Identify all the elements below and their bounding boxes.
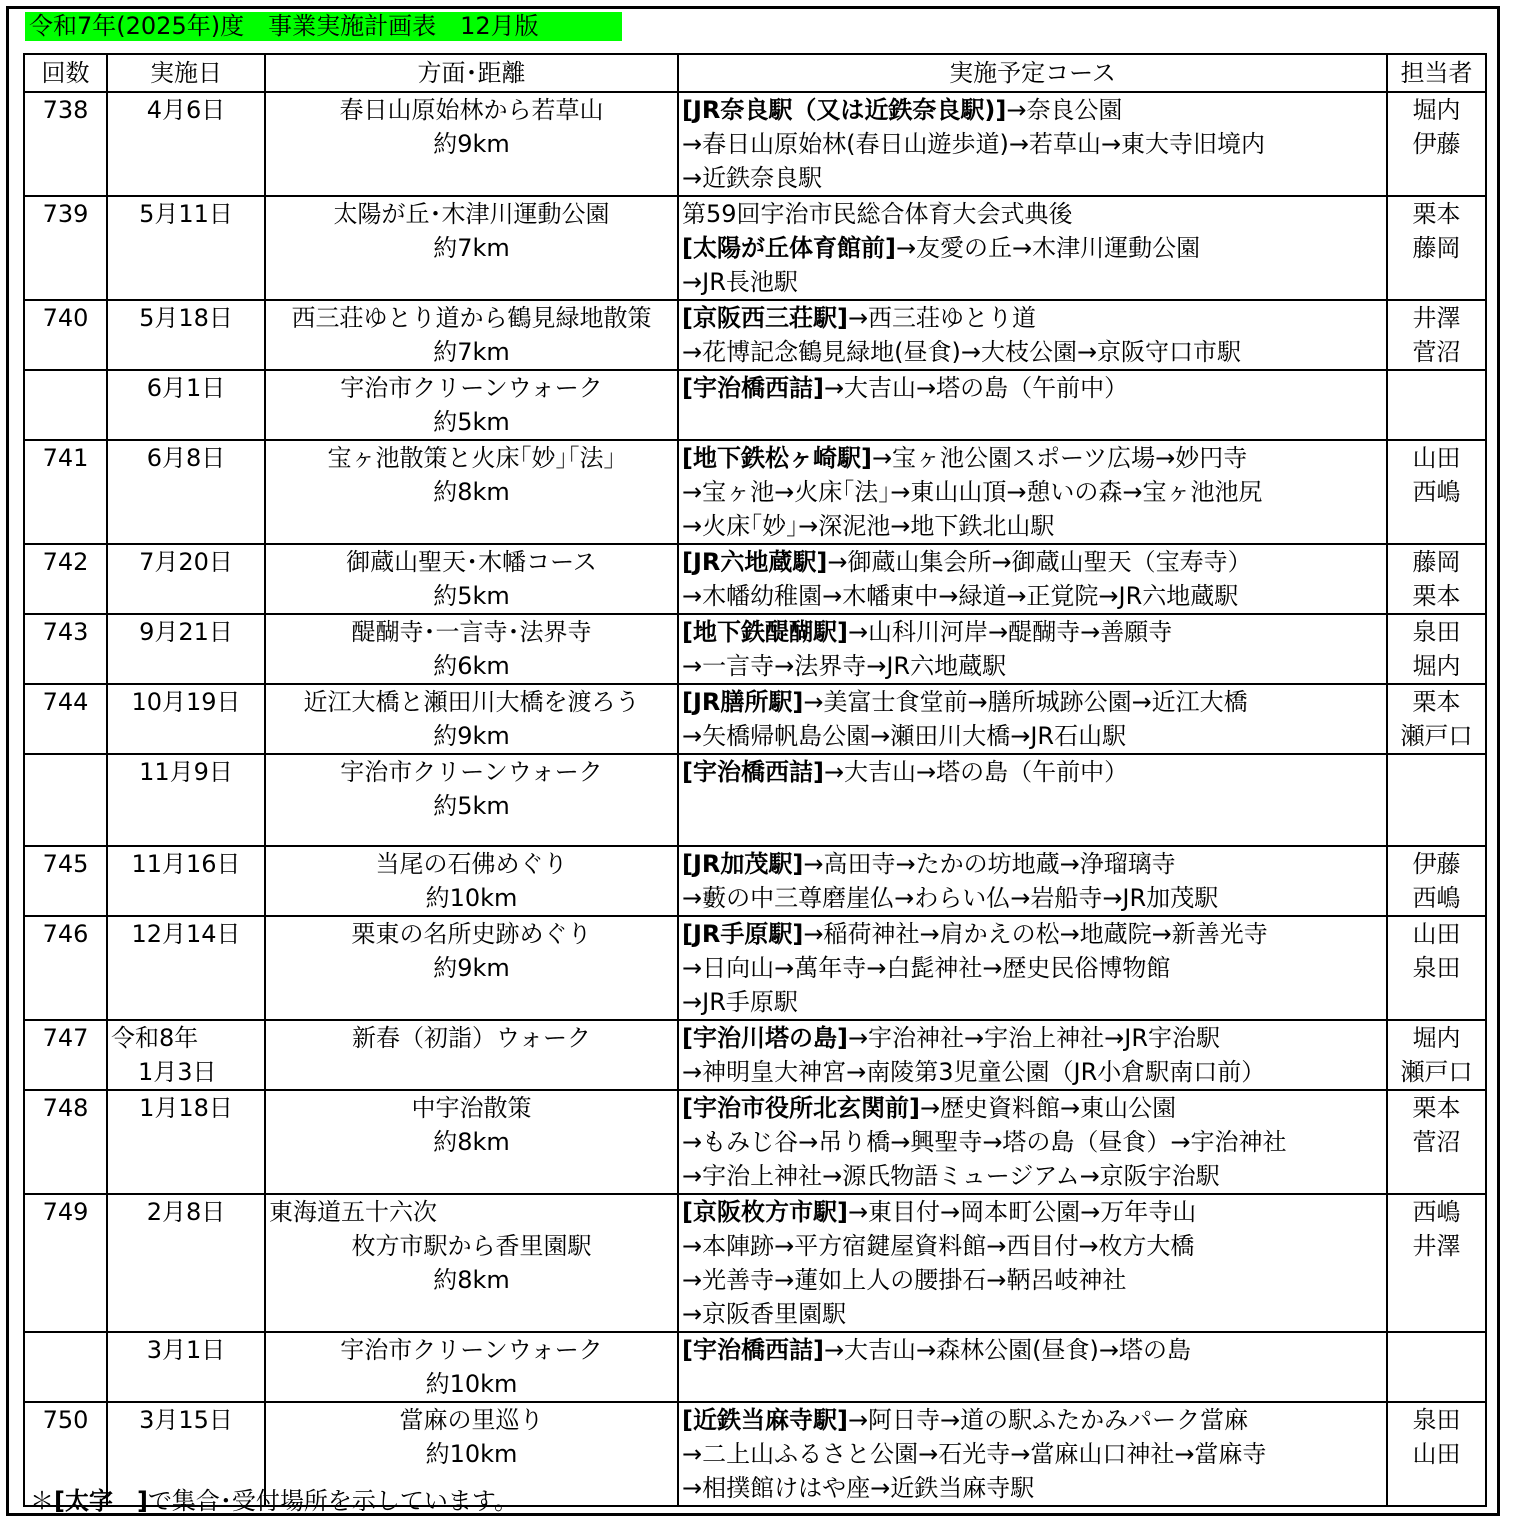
row-destination — [265, 1020, 678, 1090]
row-number — [24, 370, 107, 440]
course-segment: →JR手原駅 — [682, 988, 798, 1016]
meeting-place: [近鉄当麻寺駅] — [682, 1406, 848, 1434]
row-number — [24, 440, 107, 544]
course-line — [682, 881, 1386, 915]
course-segment: →神明皇大神宮→南陵第3児童公園（JR小倉駅南口前） — [682, 1058, 1266, 1086]
course-segment: →高田寺→たかの坊地蔵→浄瑠璃寺 — [803, 850, 1176, 878]
row-destination — [265, 92, 678, 196]
course-line — [682, 335, 1386, 369]
cell-line: 栗本 — [1412, 582, 1461, 610]
meeting-place: [地下鉄松ヶ崎駅] — [682, 444, 872, 472]
meeting-place: [宇治橋西詰] — [682, 1336, 824, 1364]
cell-line: 宇治市クリーンウォーク — [340, 1336, 603, 1364]
row-course — [678, 684, 1387, 754]
cell-line: 瀬戸口 — [1400, 1058, 1473, 1086]
row-course — [678, 196, 1387, 300]
row-course — [678, 1090, 1387, 1194]
row-course — [678, 1020, 1387, 1090]
cell-line: 約7km — [433, 338, 510, 366]
cell-line: 744 — [42, 688, 89, 716]
cell-line: 約7km — [433, 234, 510, 262]
cell-line: 1月18日 — [139, 1094, 233, 1122]
course-segment: →近鉄奈良駅 — [682, 164, 823, 192]
row-course — [678, 1332, 1387, 1402]
row-date — [107, 614, 265, 684]
course-segment: →光善寺→蓮如上人の腰掛石→鞆呂岐神社 — [682, 1266, 1127, 1294]
course-segment: →美富士食堂前→膳所城跡公園→近江大橋 — [803, 688, 1248, 716]
cell-line: 泉田 — [1412, 618, 1461, 646]
course-segment: →宇治上神社→源氏物語ミュージアム→京阪宇治駅 — [682, 1162, 1220, 1190]
cell-line: 東海道五十六次 — [269, 1198, 437, 1226]
row-course — [678, 300, 1387, 370]
row-staff — [1387, 1090, 1486, 1194]
table-row — [24, 1194, 1486, 1332]
cell-line: 738 — [42, 96, 89, 124]
cell-line: 5月18日 — [139, 304, 233, 332]
course-segment: →友愛の丘→木津川運動公園 — [895, 234, 1201, 262]
row-number — [24, 1090, 107, 1194]
course-line — [682, 441, 1386, 475]
cell-line: 宝ヶ池散策と火床｢妙｣｢法｣ — [327, 444, 616, 472]
cell-line: 井澤 — [1412, 304, 1461, 332]
row-staff — [1387, 1332, 1486, 1402]
row-staff — [1387, 614, 1486, 684]
cell-line: 745 — [42, 850, 89, 878]
row-staff — [1387, 544, 1486, 614]
table-row — [24, 92, 1486, 196]
header-course: 実施予定コース — [678, 54, 1387, 92]
course-line — [682, 1333, 1386, 1367]
cell-line: 約10km — [425, 884, 518, 912]
cell-line: 約5km — [433, 408, 510, 436]
course-segment: →西三荘ゆとり道 — [847, 304, 1037, 332]
course-segment: →宝ヶ池→火床｢法｣→東山山頂→憩いの森→宝ヶ池池尻 — [682, 478, 1263, 506]
cell-line: 當麻の里巡り — [399, 1406, 544, 1434]
row-staff — [1387, 846, 1486, 916]
cell-line: 堀内 — [1412, 1024, 1461, 1052]
cell-line: 11月9日 — [139, 758, 233, 786]
cell-line: 5月11日 — [139, 200, 233, 228]
cell-line: 約9km — [433, 130, 510, 158]
meeting-place: [宇治川塔の島] — [682, 1024, 848, 1052]
row-date — [107, 684, 265, 754]
course-line — [682, 951, 1386, 985]
row-staff — [1387, 754, 1486, 846]
footnote — [30, 1486, 518, 1516]
table-row — [24, 544, 1486, 614]
row-destination — [265, 1194, 678, 1332]
row-course — [678, 916, 1387, 1020]
course-segment: →阿日寺→道の駅ふたかみパーク當麻 — [847, 1406, 1249, 1434]
row-number — [24, 916, 107, 1020]
header-dest: 方面･距離 — [265, 54, 678, 92]
course-segment: →矢橋帰帆島公園→瀬田川大橋→JR石山駅 — [682, 722, 1127, 750]
cell-line: 栗本 — [1412, 200, 1461, 228]
row-date — [107, 370, 265, 440]
row-staff — [1387, 440, 1486, 544]
row-staff — [1387, 684, 1486, 754]
course-line — [682, 1437, 1386, 1471]
footnote-prefix: ＊ — [30, 1487, 54, 1515]
table-row — [24, 754, 1486, 846]
cell-line: 山田 — [1412, 1440, 1461, 1468]
schedule-table — [23, 53, 1487, 1507]
header-no: 回数 — [24, 54, 107, 92]
cell-line: 740 — [42, 304, 89, 332]
row-course — [678, 1194, 1387, 1332]
row-date — [107, 300, 265, 370]
course-segment: →相撲館けはや座→近鉄当麻寺駅 — [682, 1474, 1035, 1502]
table-row — [24, 300, 1486, 370]
course-line — [682, 371, 1386, 405]
cell-line: 約6km — [433, 652, 510, 680]
course-line — [682, 1125, 1386, 1159]
cell-line: 西嶋 — [1412, 1198, 1461, 1226]
table-row — [24, 684, 1486, 754]
row-number — [24, 846, 107, 916]
cell-line: 11月16日 — [131, 850, 241, 878]
row-destination — [265, 684, 678, 754]
cell-line: 泉田 — [1412, 954, 1461, 982]
course-segment: →藪の中三尊磨崖仏→わらい仏→岩船寺→JR加茂駅 — [682, 884, 1219, 912]
cell-line: 約9km — [433, 722, 510, 750]
course-line — [682, 917, 1386, 951]
row-number — [24, 1194, 107, 1332]
row-destination — [265, 370, 678, 440]
meeting-place: [太陽が丘体育館前] — [682, 234, 896, 262]
table-row — [24, 370, 1486, 440]
cell-line: 栗東の名所史跡めぐり — [351, 920, 592, 948]
meeting-place: [JR六地蔵駅] — [682, 548, 828, 576]
row-destination — [265, 544, 678, 614]
course-segment: →稲荷神社→肩かえの松→地蔵院→新善光寺 — [803, 920, 1268, 948]
cell-line: 瀬戸口 — [1400, 722, 1473, 750]
row-destination — [265, 614, 678, 684]
course-segment: →京阪香里園駅 — [682, 1300, 847, 1328]
course-segment: →宝ヶ池公園スポーツ広場→妙円寺 — [871, 444, 1248, 472]
course-segment: →JR長池駅 — [682, 268, 798, 296]
header-row — [24, 54, 1486, 92]
row-destination — [265, 846, 678, 916]
course-segment: →御蔵山集会所→御蔵山聖天（宝寿寺） — [827, 548, 1252, 576]
meeting-place: [JR奈良駅（又は近鉄奈良駅)] — [682, 96, 1007, 124]
course-segment: →もみじ谷→吊り橋→興聖寺→塔の島（昼食）→宇治神社 — [682, 1128, 1287, 1156]
course-segment: →火床｢妙｣→深泥池→地下鉄北山駅 — [682, 512, 1055, 540]
table-row — [24, 1020, 1486, 1090]
meeting-place: [JR手原駅] — [682, 920, 804, 948]
row-date — [107, 1020, 265, 1090]
footnote-text: で集合･受付場所を示しています。 — [147, 1487, 519, 1515]
course-line — [682, 719, 1386, 753]
row-destination — [265, 916, 678, 1020]
cell-line: 西三荘ゆとり道から鶴見緑地散策 — [291, 304, 652, 332]
meeting-place: [京阪枚方市駅] — [682, 1198, 848, 1226]
cell-line: 7月20日 — [139, 548, 233, 576]
cell-line: 6月1日 — [146, 374, 226, 402]
course-segment: →宇治神社→宇治上神社→JR宇治駅 — [847, 1024, 1221, 1052]
course-line — [682, 265, 1386, 299]
row-course — [678, 1402, 1387, 1506]
course-line — [682, 1403, 1386, 1437]
footnote-bold: [太字 ] — [54, 1487, 148, 1515]
cell-line: 1月3日 — [138, 1058, 217, 1086]
course-line — [682, 509, 1386, 543]
cell-line: 742 — [42, 548, 89, 576]
cell-line: 4月6日 — [146, 96, 226, 124]
course-line — [682, 1055, 1386, 1089]
row-staff — [1387, 92, 1486, 196]
row-staff — [1387, 916, 1486, 1020]
row-number — [24, 196, 107, 300]
course-line — [682, 231, 1386, 265]
row-date — [107, 754, 265, 846]
table-row — [24, 1332, 1486, 1402]
cell-line: 井澤 — [1412, 1232, 1461, 1260]
cell-line: 10月19日 — [131, 688, 241, 716]
row-number — [24, 1332, 107, 1402]
cell-line: 750 — [42, 1406, 89, 1434]
cell-line: 9月21日 — [139, 618, 233, 646]
cell-line: 藤岡 — [1412, 548, 1461, 576]
table-row — [24, 196, 1486, 300]
row-destination — [265, 300, 678, 370]
course-segment: →木幡幼稚園→木幡東中→緑道→正覚院→JR六地蔵駅 — [682, 582, 1239, 610]
cell-line: 御蔵山聖天･木幡コース — [346, 548, 597, 576]
table-row — [24, 614, 1486, 684]
cell-line: 743 — [42, 618, 89, 646]
table-row — [24, 916, 1486, 1020]
course-segment: 第59回宇治市民総合体育大会式典後 — [682, 200, 1073, 228]
row-course — [678, 754, 1387, 846]
cell-line: 泉田 — [1412, 1406, 1461, 1434]
course-line — [682, 847, 1386, 881]
row-date — [107, 440, 265, 544]
row-destination — [265, 440, 678, 544]
row-number — [24, 684, 107, 754]
row-date — [107, 196, 265, 300]
cell-line: 藤岡 — [1412, 234, 1461, 262]
cell-line: 堀内 — [1412, 652, 1461, 680]
table-row — [24, 1090, 1486, 1194]
cell-line: 菅沼 — [1412, 1128, 1461, 1156]
cell-line: 山田 — [1412, 920, 1461, 948]
course-segment: →大吉山→塔の島（午前中） — [823, 758, 1129, 786]
course-line — [682, 301, 1386, 335]
course-line — [682, 685, 1386, 719]
row-date — [107, 846, 265, 916]
course-line — [682, 1471, 1386, 1505]
course-line — [682, 755, 1386, 789]
meeting-place: [JR加茂駅] — [682, 850, 804, 878]
course-segment: →大吉山→塔の島（午前中） — [823, 374, 1129, 402]
cell-line: 令和8年 — [111, 1024, 199, 1052]
cell-line: 堀内 — [1412, 96, 1461, 124]
course-line — [682, 197, 1386, 231]
course-line — [682, 161, 1386, 195]
course-line — [682, 1159, 1386, 1193]
row-destination — [265, 754, 678, 846]
cell-line: 菅沼 — [1412, 338, 1461, 366]
course-segment: →奈良公園 — [1006, 96, 1123, 124]
cell-line: 太陽が丘･木津川運動公園 — [333, 200, 610, 228]
header-staff: 担当者 — [1387, 54, 1486, 92]
cell-line: 746 — [42, 920, 89, 948]
cell-line: 12月14日 — [131, 920, 241, 948]
schedule-body — [24, 92, 1486, 1506]
cell-line: 栗本 — [1412, 1094, 1461, 1122]
cell-line: 748 — [42, 1094, 89, 1122]
cell-line: 約8km — [433, 1128, 510, 1156]
cell-line: 近江大橋と瀬田川大橋を渡ろう — [303, 688, 640, 716]
cell-line: 西嶋 — [1412, 478, 1461, 506]
course-line — [682, 127, 1386, 161]
cell-line: 宇治市クリーンウォーク — [340, 374, 603, 402]
course-line — [682, 1297, 1386, 1331]
row-destination — [265, 196, 678, 300]
course-line — [682, 93, 1386, 127]
meeting-place: [京阪西三荘駅] — [682, 304, 848, 332]
row-date — [107, 916, 265, 1020]
course-line — [682, 1021, 1386, 1055]
row-date — [107, 544, 265, 614]
course-line — [682, 579, 1386, 613]
row-course — [678, 92, 1387, 196]
row-number — [24, 92, 107, 196]
cell-line: 約8km — [433, 1266, 510, 1294]
course-line — [682, 1091, 1386, 1125]
cell-line: 伊藤 — [1412, 850, 1461, 878]
cell-line: 3月15日 — [139, 1406, 233, 1434]
cell-line: 枚方市駅から香里園駅 — [351, 1232, 592, 1260]
course-line — [682, 985, 1386, 1019]
row-staff — [1387, 300, 1486, 370]
cell-line: 749 — [42, 1198, 89, 1226]
meeting-place: [JR膳所駅] — [682, 688, 804, 716]
meeting-place: [宇治橋西詰] — [682, 374, 824, 402]
cell-line: 約5km — [433, 582, 510, 610]
row-staff — [1387, 1402, 1486, 1506]
meeting-place: [宇治橋西詰] — [682, 758, 824, 786]
cell-line: 山田 — [1412, 444, 1461, 472]
course-segment: →日向山→萬年寺→白髭神社→歴史民俗博物館 — [682, 954, 1171, 982]
row-destination — [265, 1332, 678, 1402]
course-segment: →大吉山→森林公園(昼食)→塔の島 — [823, 1336, 1191, 1364]
meeting-place: [宇治市役所北玄関前] — [682, 1094, 920, 1122]
course-line — [682, 1263, 1386, 1297]
cell-line: 中宇治散策 — [411, 1094, 532, 1122]
row-number — [24, 544, 107, 614]
row-staff — [1387, 370, 1486, 440]
cell-line: 747 — [42, 1024, 89, 1052]
cell-line: 約8km — [433, 478, 510, 506]
cell-line: 約9km — [433, 954, 510, 982]
row-course — [678, 614, 1387, 684]
course-segment: →二上山ふるさと公園→石光寺→當麻山口神社→當麻寺 — [682, 1440, 1267, 1468]
course-line — [682, 475, 1386, 509]
cell-line: 栗本 — [1412, 688, 1461, 716]
course-line — [682, 615, 1386, 649]
row-staff — [1387, 1020, 1486, 1090]
row-number — [24, 614, 107, 684]
row-destination — [265, 1090, 678, 1194]
course-segment: →東目付→岡本町公園→万年寺山 — [847, 1198, 1197, 1226]
course-segment: →花博記念鶴見緑地(昼食)→大枝公園→京阪守口市駅 — [682, 338, 1242, 366]
table-row — [24, 440, 1486, 544]
row-staff — [1387, 196, 1486, 300]
cell-line: 6月8日 — [146, 444, 226, 472]
table-row — [24, 846, 1486, 916]
cell-line: 当尾の石佛めぐり — [375, 850, 568, 878]
row-date — [107, 1332, 265, 1402]
cell-line: 741 — [42, 444, 89, 472]
cell-line: 739 — [42, 200, 89, 228]
row-course — [678, 440, 1387, 544]
course-line — [682, 545, 1386, 579]
page-title: 令和7年(2025年)度 事業実施計画表 12月版 — [25, 12, 622, 41]
course-line — [682, 1229, 1386, 1263]
row-number — [24, 754, 107, 846]
cell-line: 新春（初詣）ウォーク — [351, 1024, 592, 1052]
row-course — [678, 370, 1387, 440]
cell-line: 醍醐寺･一言寺･法界寺 — [351, 618, 592, 646]
cell-line: 宇治市クリーンウォーク — [340, 758, 603, 786]
cell-line: 約5km — [433, 792, 510, 820]
header-date: 実施日 — [107, 54, 265, 92]
row-date — [107, 1194, 265, 1332]
cell-line: 西嶋 — [1412, 884, 1461, 912]
cell-line: 約10km — [425, 1440, 518, 1468]
cell-line: 伊藤 — [1412, 130, 1461, 158]
cell-line: 3月1日 — [146, 1336, 226, 1364]
row-course — [678, 544, 1387, 614]
row-number — [24, 300, 107, 370]
cell-line: 約10km — [425, 1370, 518, 1398]
course-segment: →本陣跡→平方宿鍵屋資料館→西目付→枚方大橋 — [682, 1232, 1195, 1260]
row-number — [24, 1020, 107, 1090]
cell-line: 2月8日 — [146, 1198, 226, 1226]
course-segment: →一言寺→法界寺→JR六地蔵駅 — [682, 652, 1007, 680]
course-segment: →山科川河岸→醍醐寺→善願寺 — [847, 618, 1173, 646]
row-course — [678, 846, 1387, 916]
cell-line: 春日山原始林から若草山 — [339, 96, 604, 124]
row-staff — [1387, 1194, 1486, 1332]
row-date — [107, 92, 265, 196]
meeting-place: [地下鉄醍醐駅] — [682, 618, 848, 646]
row-date — [107, 1090, 265, 1194]
course-line — [682, 649, 1386, 683]
course-line — [682, 1195, 1386, 1229]
course-segment: →春日山原始林(春日山遊歩道)→若草山→東大寺旧境内 — [682, 130, 1266, 158]
course-segment: →歴史資料館→東山公園 — [919, 1094, 1177, 1122]
